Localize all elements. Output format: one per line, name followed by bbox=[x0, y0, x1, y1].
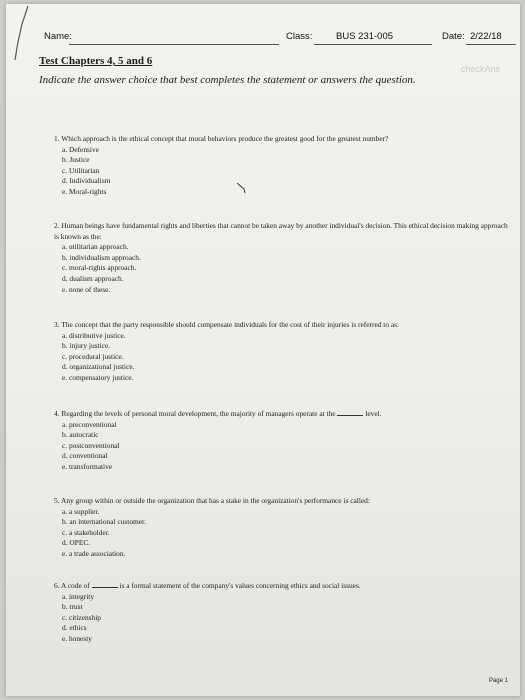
answer-option[interactable]: c. Utilitarian bbox=[62, 165, 100, 175]
answer-option[interactable]: b. Justice bbox=[62, 155, 90, 165]
answer-option[interactable]: a. preconventional bbox=[62, 419, 117, 429]
question-stem: 3. The concept that the party responsible should compensate individuals for the cost of their injuries is referred to as: bbox=[54, 320, 400, 329]
answer-option[interactable]: b. trust bbox=[62, 602, 83, 612]
question-4 bbox=[54, 408, 514, 473]
question-stem-end: level. bbox=[365, 409, 382, 418]
date-field[interactable] bbox=[466, 44, 516, 45]
question-6 bbox=[54, 580, 514, 645]
answer-option[interactable]: e. Moral-rights bbox=[62, 186, 107, 196]
name-label: Name: bbox=[44, 31, 72, 42]
question-stem: 2. Human beings have fundamental rights and liberties that cannot be taken away by another individual's decision. This ethical decision making approach is known as the: bbox=[54, 221, 508, 241]
answer-option[interactable]: d. OPEC. bbox=[62, 538, 91, 548]
answer-option[interactable]: a. Defensive bbox=[62, 144, 99, 154]
answer-option[interactable]: d. conventional bbox=[62, 451, 108, 461]
question-stem-start: 6. A code of bbox=[54, 581, 90, 590]
answer-option[interactable]: e. transformative bbox=[62, 461, 113, 471]
question-1 bbox=[54, 134, 514, 198]
class-field[interactable] bbox=[314, 44, 432, 45]
question-2 bbox=[54, 221, 514, 295]
answer-option[interactable]: a. a supplier. bbox=[62, 506, 100, 516]
page-number: Page 1 bbox=[488, 678, 508, 684]
answer-option[interactable]: d. organizational justice. bbox=[62, 362, 135, 372]
question-5 bbox=[54, 496, 514, 560]
answer-option[interactable]: e. compensatory justice. bbox=[62, 372, 134, 382]
question-stem-start: 4. Regarding the levels of personal moral development, the majority of managers operate at the bbox=[54, 409, 336, 418]
answer-option[interactable]: a. utilitarian approach. bbox=[62, 242, 129, 252]
course-code: BUS 231-005 bbox=[336, 31, 394, 42]
answer-option[interactable]: e. a trade association. bbox=[62, 548, 126, 558]
answer-option[interactable]: c. procedural justice. bbox=[62, 351, 124, 361]
faint-watermark-text: checkAns bbox=[460, 64, 500, 74]
answer-option[interactable]: c. postconventional bbox=[62, 440, 120, 450]
question-stem bbox=[54, 408, 514, 420]
answer-option[interactable]: e. honesty bbox=[62, 633, 92, 643]
answer-option[interactable]: b. an international customer. bbox=[62, 517, 146, 527]
answer-option[interactable]: d. Individualism bbox=[62, 176, 111, 186]
answer-option[interactable]: e. none of these. bbox=[62, 284, 111, 294]
fill-in-blank[interactable] bbox=[92, 580, 118, 588]
answer-option[interactable]: b. individualism approach. bbox=[62, 252, 141, 262]
question-stem-end: is a formal statement of the company's values concerning ethics and social issues. bbox=[119, 581, 361, 590]
question-stem: 1. Which approach is the ethical concept that moral behaviors produce the greatest good for the greatest number? bbox=[54, 134, 389, 143]
answer-option[interactable]: c. a stakeholder. bbox=[62, 527, 110, 537]
page-title: Test Chapters 4, 5 and 6 bbox=[39, 55, 153, 67]
fill-in-blank[interactable] bbox=[337, 408, 363, 416]
answer-option[interactable]: c. citizenship bbox=[62, 612, 101, 622]
pen-stroke-mark bbox=[8, 4, 30, 62]
name-field[interactable] bbox=[69, 44, 279, 45]
answer-option[interactable]: b. autocratic bbox=[62, 430, 99, 440]
answer-option[interactable]: c. moral-rights approach. bbox=[62, 263, 137, 273]
answer-option[interactable]: d. ethics bbox=[62, 623, 87, 633]
question-3 bbox=[54, 320, 514, 384]
worksheet-page bbox=[6, 4, 520, 696]
answer-option[interactable]: a. integrity bbox=[62, 591, 95, 601]
question-stem bbox=[54, 580, 514, 592]
answer-option[interactable]: d. dualism approach. bbox=[62, 273, 124, 283]
instructions: Indicate the answer choice that best completes the statement or answers the question. bbox=[39, 74, 416, 86]
date-label: Date: bbox=[442, 31, 465, 42]
date-value: 2/22/18 bbox=[470, 31, 502, 42]
answer-option[interactable]: a. distributive justice. bbox=[62, 330, 126, 340]
class-label: Class: bbox=[286, 31, 313, 42]
answer-option[interactable]: b. injury justice. bbox=[62, 341, 111, 351]
handwritten-check-mark bbox=[236, 182, 252, 194]
question-stem: 5. Any group within or outside the organization that has a stake in the organization's performance is called: bbox=[54, 496, 370, 505]
